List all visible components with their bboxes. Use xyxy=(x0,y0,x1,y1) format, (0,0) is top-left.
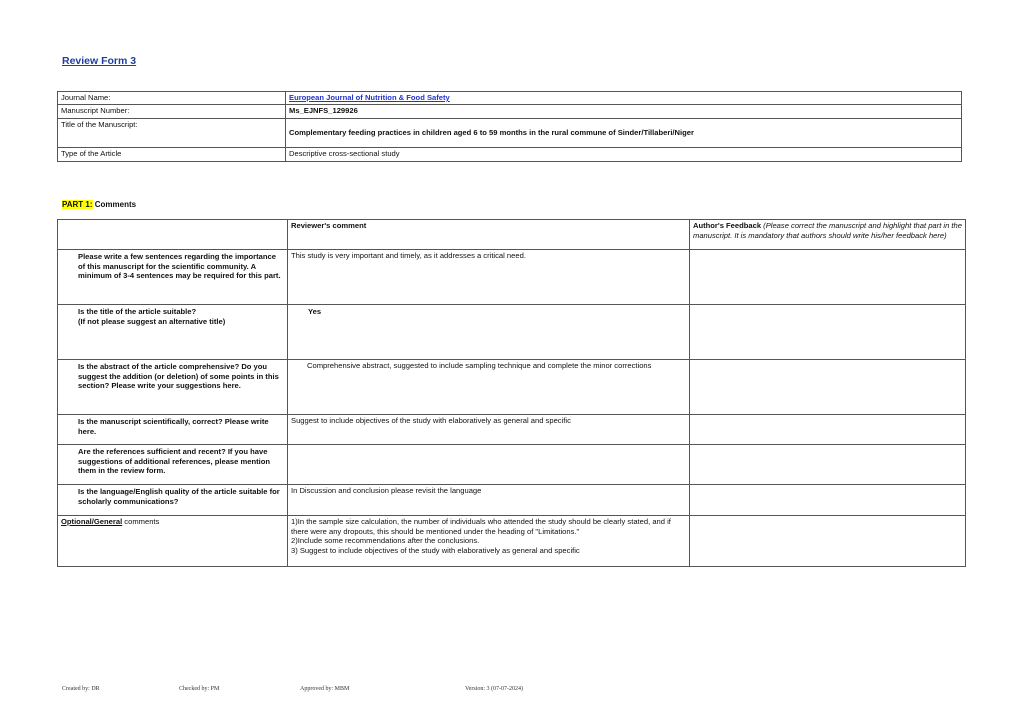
footer-version: Version: 3 (07-07-2024) xyxy=(465,686,523,692)
reviewer-comment: Suggest to include objectives of the study with elaboratively as general and specific xyxy=(288,415,690,445)
reviewer-comment: In Discussion and conclusion please revisit the language xyxy=(288,485,690,516)
optional-label: Optional/General comments xyxy=(58,516,288,567)
header-row xyxy=(58,220,966,250)
reviewer-comment: Yes xyxy=(288,305,690,360)
footer-created: Created by: DR xyxy=(62,686,100,692)
part-heading xyxy=(62,200,136,209)
ms-value: Ms_EJNFS_129926 xyxy=(286,104,962,118)
type-value: Descriptive cross-sectional study xyxy=(286,147,962,161)
author-feedback-cell[interactable] xyxy=(690,485,966,516)
ms-row xyxy=(58,104,962,118)
question: Is the title of the article suitable? (If not please suggest an alternative title) xyxy=(58,305,288,360)
author-feedback-cell[interactable] xyxy=(690,415,966,445)
author-feedback-cell[interactable] xyxy=(690,516,966,567)
type-row xyxy=(58,147,962,161)
title-label: Title of the Manuscript: xyxy=(58,118,286,147)
title-row xyxy=(58,118,962,147)
footer-approved: Approved by: MBM xyxy=(300,686,350,692)
form-title: Review Form 3 xyxy=(62,55,137,67)
part-label: PART 1: xyxy=(62,200,93,209)
part-title: Comments xyxy=(92,200,137,209)
question: Are the references sufficient and recent? If you have suggestions of additional references, please mention them in the review form. xyxy=(58,445,288,485)
manuscript-info-table xyxy=(57,91,962,162)
comments-table xyxy=(57,219,966,567)
table-row xyxy=(58,445,966,485)
question: Is the abstract of the article comprehensive? Do you suggest the addition (or deletion) of some points in this section? Please write your suggestions here. xyxy=(58,360,288,415)
table-row xyxy=(58,360,966,415)
author-feedback-cell[interactable] xyxy=(690,250,966,305)
optional-line: 1)In the sample size calculation, the number of individuals who attended the study should be clearly stated, and if there were any dropouts, this should be mentioned under the heading of "Limitations." xyxy=(291,517,671,536)
table-row xyxy=(58,250,966,305)
author-header: Author's Feedback (Please correct the manuscript and highlight that part in the manuscript. It is mandatory that authors should write his/her feedback here) xyxy=(690,220,966,250)
author-feedback-cell[interactable] xyxy=(690,360,966,415)
author-feedback-cell[interactable] xyxy=(690,305,966,360)
journal-row xyxy=(58,92,962,105)
table-row xyxy=(58,415,966,445)
table-row xyxy=(58,305,966,360)
journal-label: Journal Name: xyxy=(58,92,286,105)
question: Is the language/English quality of the article suitable for scholarly communications? xyxy=(58,485,288,516)
reviewer-comment: This study is very important and timely, as it addresses a critical need. xyxy=(288,250,690,305)
optional-row xyxy=(58,516,966,567)
ms-label: Manuscript Number: xyxy=(58,104,286,118)
reviewer-comment xyxy=(288,445,690,485)
question: Please write a few sentences regarding the importance of this manuscript for the scientific community. A minimum of 3-4 sentences may be required for this part. xyxy=(58,250,288,305)
title-value: Complementary feeding practices in children aged 6 to 59 months in the rural commune of Sinder/Tillaberi/Niger xyxy=(286,118,962,147)
journal-link[interactable]: European Journal of Nutrition & Food Safety xyxy=(289,93,450,102)
reviewer-header: Reviewer's comment xyxy=(288,220,690,250)
table-row xyxy=(58,485,966,516)
author-feedback-cell[interactable] xyxy=(690,445,966,485)
question: Is the manuscript scientifically, correct? Please write here. xyxy=(58,415,288,445)
footer-checked: Checked by: PM xyxy=(179,686,220,692)
optional-comments xyxy=(288,516,690,567)
optional-line: 3) Suggest to include objectives of the study with elaboratively as general and specific xyxy=(291,545,580,555)
optional-line: 2)Include some recommendations after the conclusions. xyxy=(291,536,480,545)
type-label: Type of the Article xyxy=(58,147,286,161)
reviewer-comment: Comprehensive abstract, suggested to include sampling technique and complete the minor corrections xyxy=(288,360,690,415)
